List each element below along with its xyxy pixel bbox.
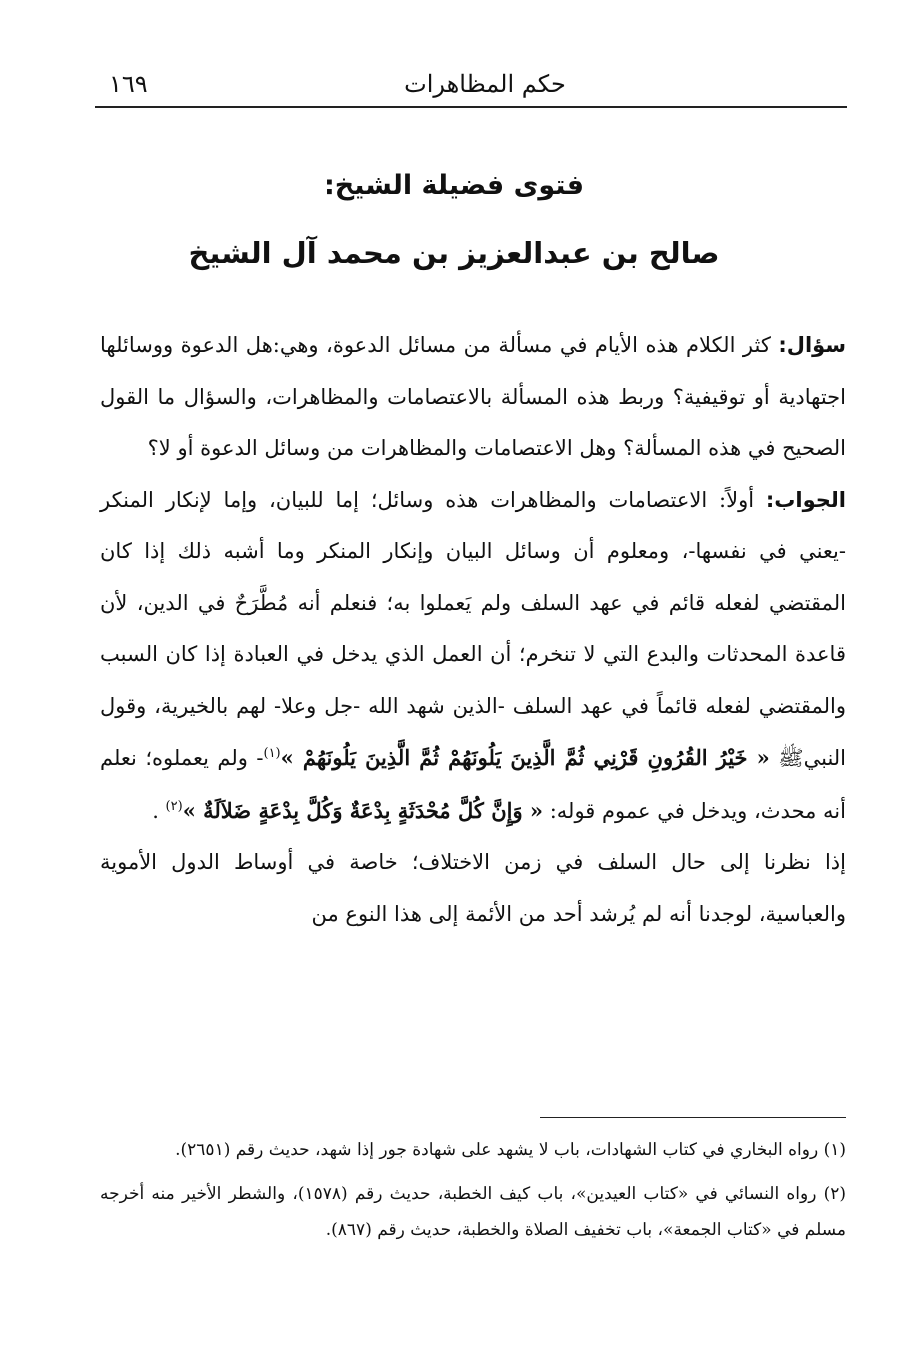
footnote-2: (٢) رواه النسائي في «كتاب العيدين»، باب كيف الخطبة، حديث رقم (١٥٧٨)، والشطر الأخير منه أخرجه مسلم في «كتاب الجمعة»، باب تخفيف الصلاة والخطبة، حديث رقم (٨٦٧).	[100, 1184, 847, 1240]
footnote-ref-2: (٢)	[165, 798, 183, 814]
hadith-quote-2: « وَإِنَّ كُلَّ مُحْدَثَةٍ بِدْعَةٌ وَكُلَّ بِدْعَةٍ ضَلاَلَةٌ »	[182, 797, 544, 823]
answer-text-part3: .	[152, 798, 166, 823]
answer-label: الجواب:	[765, 487, 846, 512]
footnote-ref-1: (١)	[263, 746, 281, 761]
sheikh-name-title: صالح بن عبدالعزيز بن محمد آل الشيخ	[188, 236, 720, 270]
paragraph-3: إذا نظرنا إلى حال السلف في زمن الاختلاف؛ خاصة في أوساط الدول الأموية والعباسية، لوجدنا أنه لم يُرشد أحد من الأئمة إلى هذا النوع من	[100, 850, 846, 926]
footnotes	[100, 1132, 846, 1256]
answer-text-part1: أولاً: الاعتصامات والمظاهرات هذه وسائل؛ إما للبيان، وإما لإنكار المنكر -يعني في نفسها-، ومعلوم أن وسائل البيان وإنكار المنكر وما أشبه ذلك إذا كان المقتضي لفعله قائم في عهد السلف ولم يَعملوا به؛ فنعلم أنه مُطَّرَحٌ في الدين، لأن قاعدة المحدثات والبدع التي لا تنخرم؛ أن العمل الذي يدخل في العبادة إذا كان السبب والمقتضي لفعله قائماً في عهد السلف -الذين شهد الله -جل وعلا- لهم بالخيرية، وقول النبيﷺ	[100, 487, 847, 770]
hadith-quote-1: « خَيْرُ القُرُونِ قَرْنِي ثُمَّ الَّذِينَ يَلُونَهُمْ ثُمَّ الَّذِينَ يَلُونَهُمْ »	[280, 745, 770, 770]
page-number: ١٦٩	[109, 70, 148, 98]
question-text: كثر الكلام هذه الأيام في مسألة من مسائل الدعوة، وهي:هل الدعوة ووسائلها اجتهادية أو توقيفية؟ وربط هذه المسألة بالاعتصامات والمظاهرات، والسؤال ما القول الصحيح في هذه المسألة؟ وهل الاعتصامات والمظاهرات من وسائل الدعوة أو لا؟	[100, 333, 847, 460]
answer-paragraph	[100, 475, 846, 838]
page-header	[95, 62, 847, 108]
answer-text-part2: - ولم يعملوه؛ نعلم أنه محدث، ويدخل في عموم قوله:	[100, 746, 846, 823]
running-title: حكم المظاهرات	[404, 70, 566, 98]
question-paragraph	[100, 320, 846, 475]
footnote-1: (١) رواه البخاري في كتاب الشهادات، باب لا يشهد على شهادة جور إذا شهد، حديث رقم (٢٦٥١).	[175, 1140, 846, 1160]
fatwa-title: فتوى فضيلة الشيخ:	[323, 170, 585, 201]
question-label: سؤال:	[778, 333, 846, 357]
main-text	[100, 320, 846, 940]
footnote-divider	[540, 1117, 846, 1118]
